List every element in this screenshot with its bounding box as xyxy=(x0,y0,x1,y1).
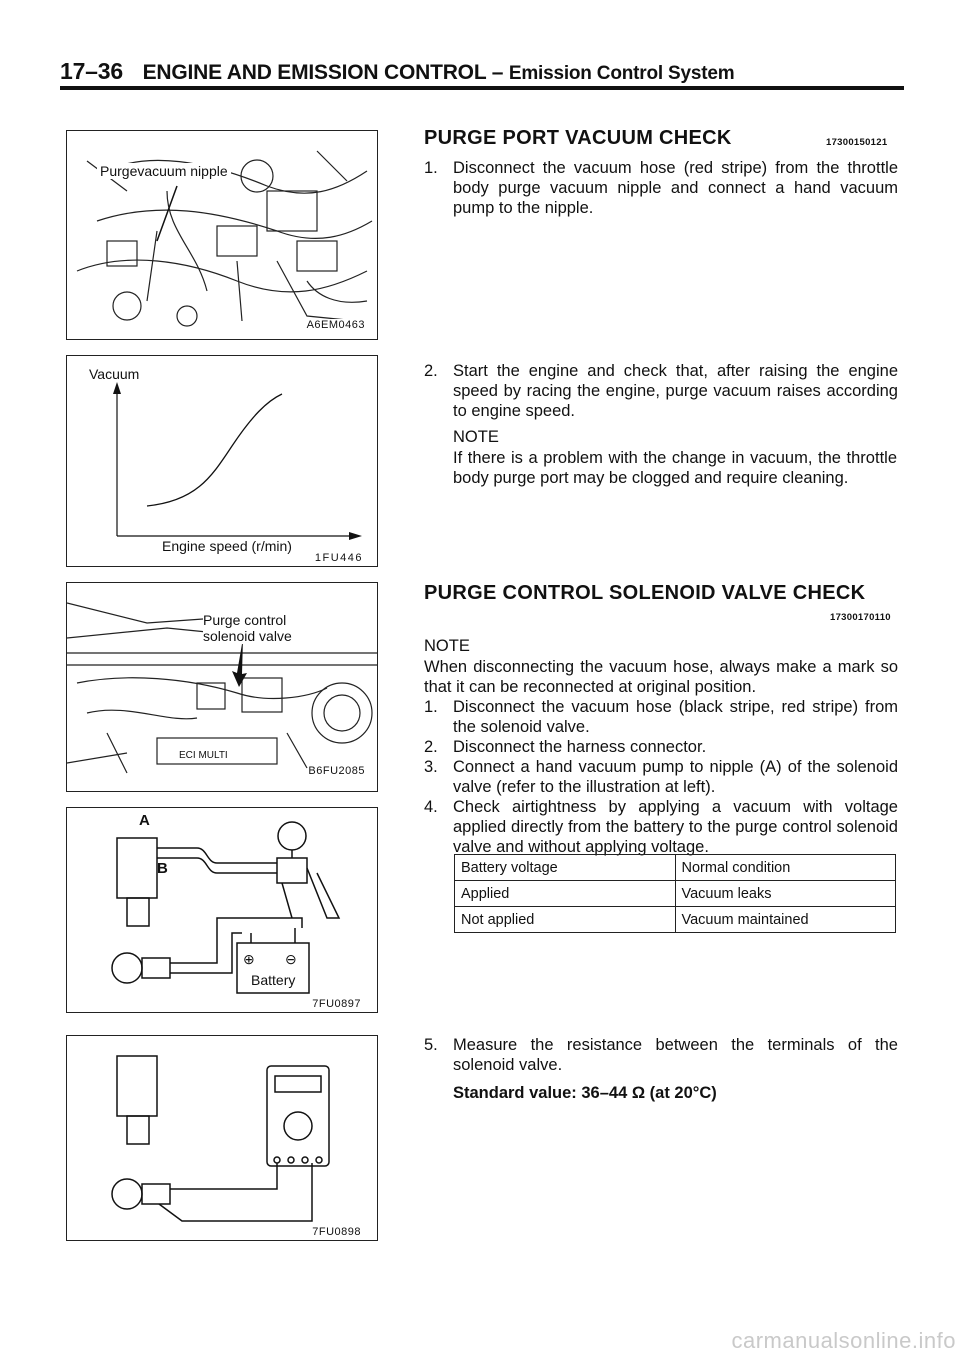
fig5-code: 7FU0898 xyxy=(312,1226,361,1238)
section1-step2-text: Start the engine and check that, after raising the engine speed by racing the engine, purge vacuum raises according to engine speed. xyxy=(453,362,898,420)
fig3-code: B6FU2085 xyxy=(308,765,365,777)
fig3-label-line2: solenoid valve xyxy=(203,628,292,644)
condition-table xyxy=(454,854,896,933)
section2-step4-number: 4. xyxy=(424,798,438,816)
figure-purge-nipple xyxy=(66,130,378,340)
section2-step2 xyxy=(424,737,898,757)
fig2-code: 1FU446 xyxy=(314,552,363,564)
section2-step4-text: Check airtightness by applying a vacuum with voltage applied directly from the battery to the purge control solenoid valve and without applying voltage. xyxy=(453,798,898,856)
table-cell: Vacuum maintained xyxy=(675,907,896,933)
battery-plus: ⊕ xyxy=(243,951,255,967)
chapter-title: ENGINE AND EMISSION CONTROL xyxy=(142,61,487,84)
section2-step4 xyxy=(424,797,898,857)
watermark: carmanualsonline.info xyxy=(731,1328,956,1353)
section1-step1-number: 1. xyxy=(424,159,438,177)
section2-step3-text: Connect a hand vacuum pump to nipple (A) of the solenoid valve (refer to the illustration at left). xyxy=(453,758,898,796)
section2-step5-text: Measure the resistance between the terminals of the solenoid valve. xyxy=(453,1036,898,1074)
battery-label: Battery xyxy=(251,972,296,988)
fig3-label xyxy=(203,612,292,644)
section2-step2-number: 2. xyxy=(424,738,438,756)
fig4-code: 7FU0897 xyxy=(312,998,361,1010)
figure-resistance-test xyxy=(66,1035,378,1241)
section2-note-text: When disconnecting the vacuum hose, always make a mark so that it can be reconnected at original position. xyxy=(424,658,898,696)
y-axis-label: Vacuum xyxy=(89,366,140,382)
fig1-code: A6EM0463 xyxy=(306,319,365,331)
section2-step5-number: 5. xyxy=(424,1036,438,1054)
section1-step2 xyxy=(424,361,898,421)
table-cell: Not applied xyxy=(455,907,676,933)
battery-minus: ⊖ xyxy=(285,951,297,967)
fig3-label-line1: Purge control xyxy=(203,612,287,628)
section1-step1-text: Disconnect the vacuum hose (red stripe) from the throttle body purge vacuum nipple and connect a hand vacuum pump to the nipple. xyxy=(453,159,898,217)
table-header-cell: Battery voltage xyxy=(455,855,676,881)
figure-battery-test xyxy=(66,807,378,1013)
section1-step1 xyxy=(424,158,898,218)
figure-solenoid-location xyxy=(66,582,378,792)
section1-note-label: NOTE xyxy=(453,428,499,446)
resistance-test-diagram xyxy=(67,1036,377,1240)
nipple-b-label: B xyxy=(157,860,168,877)
figure-vacuum-curve xyxy=(66,355,378,567)
vacuum-curve-graph xyxy=(67,356,377,566)
section2-step1-number: 1. xyxy=(424,698,438,716)
section2-step3-number: 3. xyxy=(424,758,438,776)
table-cell: Applied xyxy=(455,881,676,907)
section2-step5 xyxy=(424,1035,898,1075)
standard-value: Standard value: 36–44 Ω (at 20°C) xyxy=(453,1084,717,1102)
section2-note-label: NOTE xyxy=(424,637,470,655)
eci-multi-lettering: ECI MULTI xyxy=(179,750,228,761)
section2-id: 17300170110 xyxy=(830,612,891,623)
nipple-a-label: A xyxy=(139,812,150,829)
table-header-row xyxy=(455,855,896,881)
section2-step1 xyxy=(424,697,898,737)
x-axis-label: Engine speed (r/min) xyxy=(162,538,292,554)
fig1-label: Purgevacuum nipple xyxy=(97,163,231,179)
header-rule xyxy=(60,86,904,90)
section1-id: 17300150121 xyxy=(826,137,888,148)
section2-step3 xyxy=(424,757,898,797)
section-title: Emission Control System xyxy=(508,63,735,84)
section1-step2-number: 2. xyxy=(424,362,438,380)
section1-note-text: If there is a problem with the change in vacuum, the throttle body purge port may be clogged and require cleaning. xyxy=(453,449,897,487)
page-header xyxy=(60,58,734,85)
header-separator: – xyxy=(491,61,504,84)
section2-step1-text: Disconnect the vacuum hose (black stripe, red stripe) from the solenoid valve. xyxy=(453,698,898,736)
battery-test-diagram xyxy=(67,808,377,1012)
section1-heading: PURGE PORT VACUUM CHECK xyxy=(424,127,732,149)
section2-step2-text: Disconnect the harness connector. xyxy=(453,738,707,756)
page-number: 17–36 xyxy=(60,58,123,84)
table-row xyxy=(455,881,896,907)
table-header-cell: Normal condition xyxy=(675,855,896,881)
section2-heading: PURGE CONTROL SOLENOID VALVE CHECK xyxy=(424,582,866,604)
table-cell: Vacuum leaks xyxy=(675,881,896,907)
table-row xyxy=(455,907,896,933)
